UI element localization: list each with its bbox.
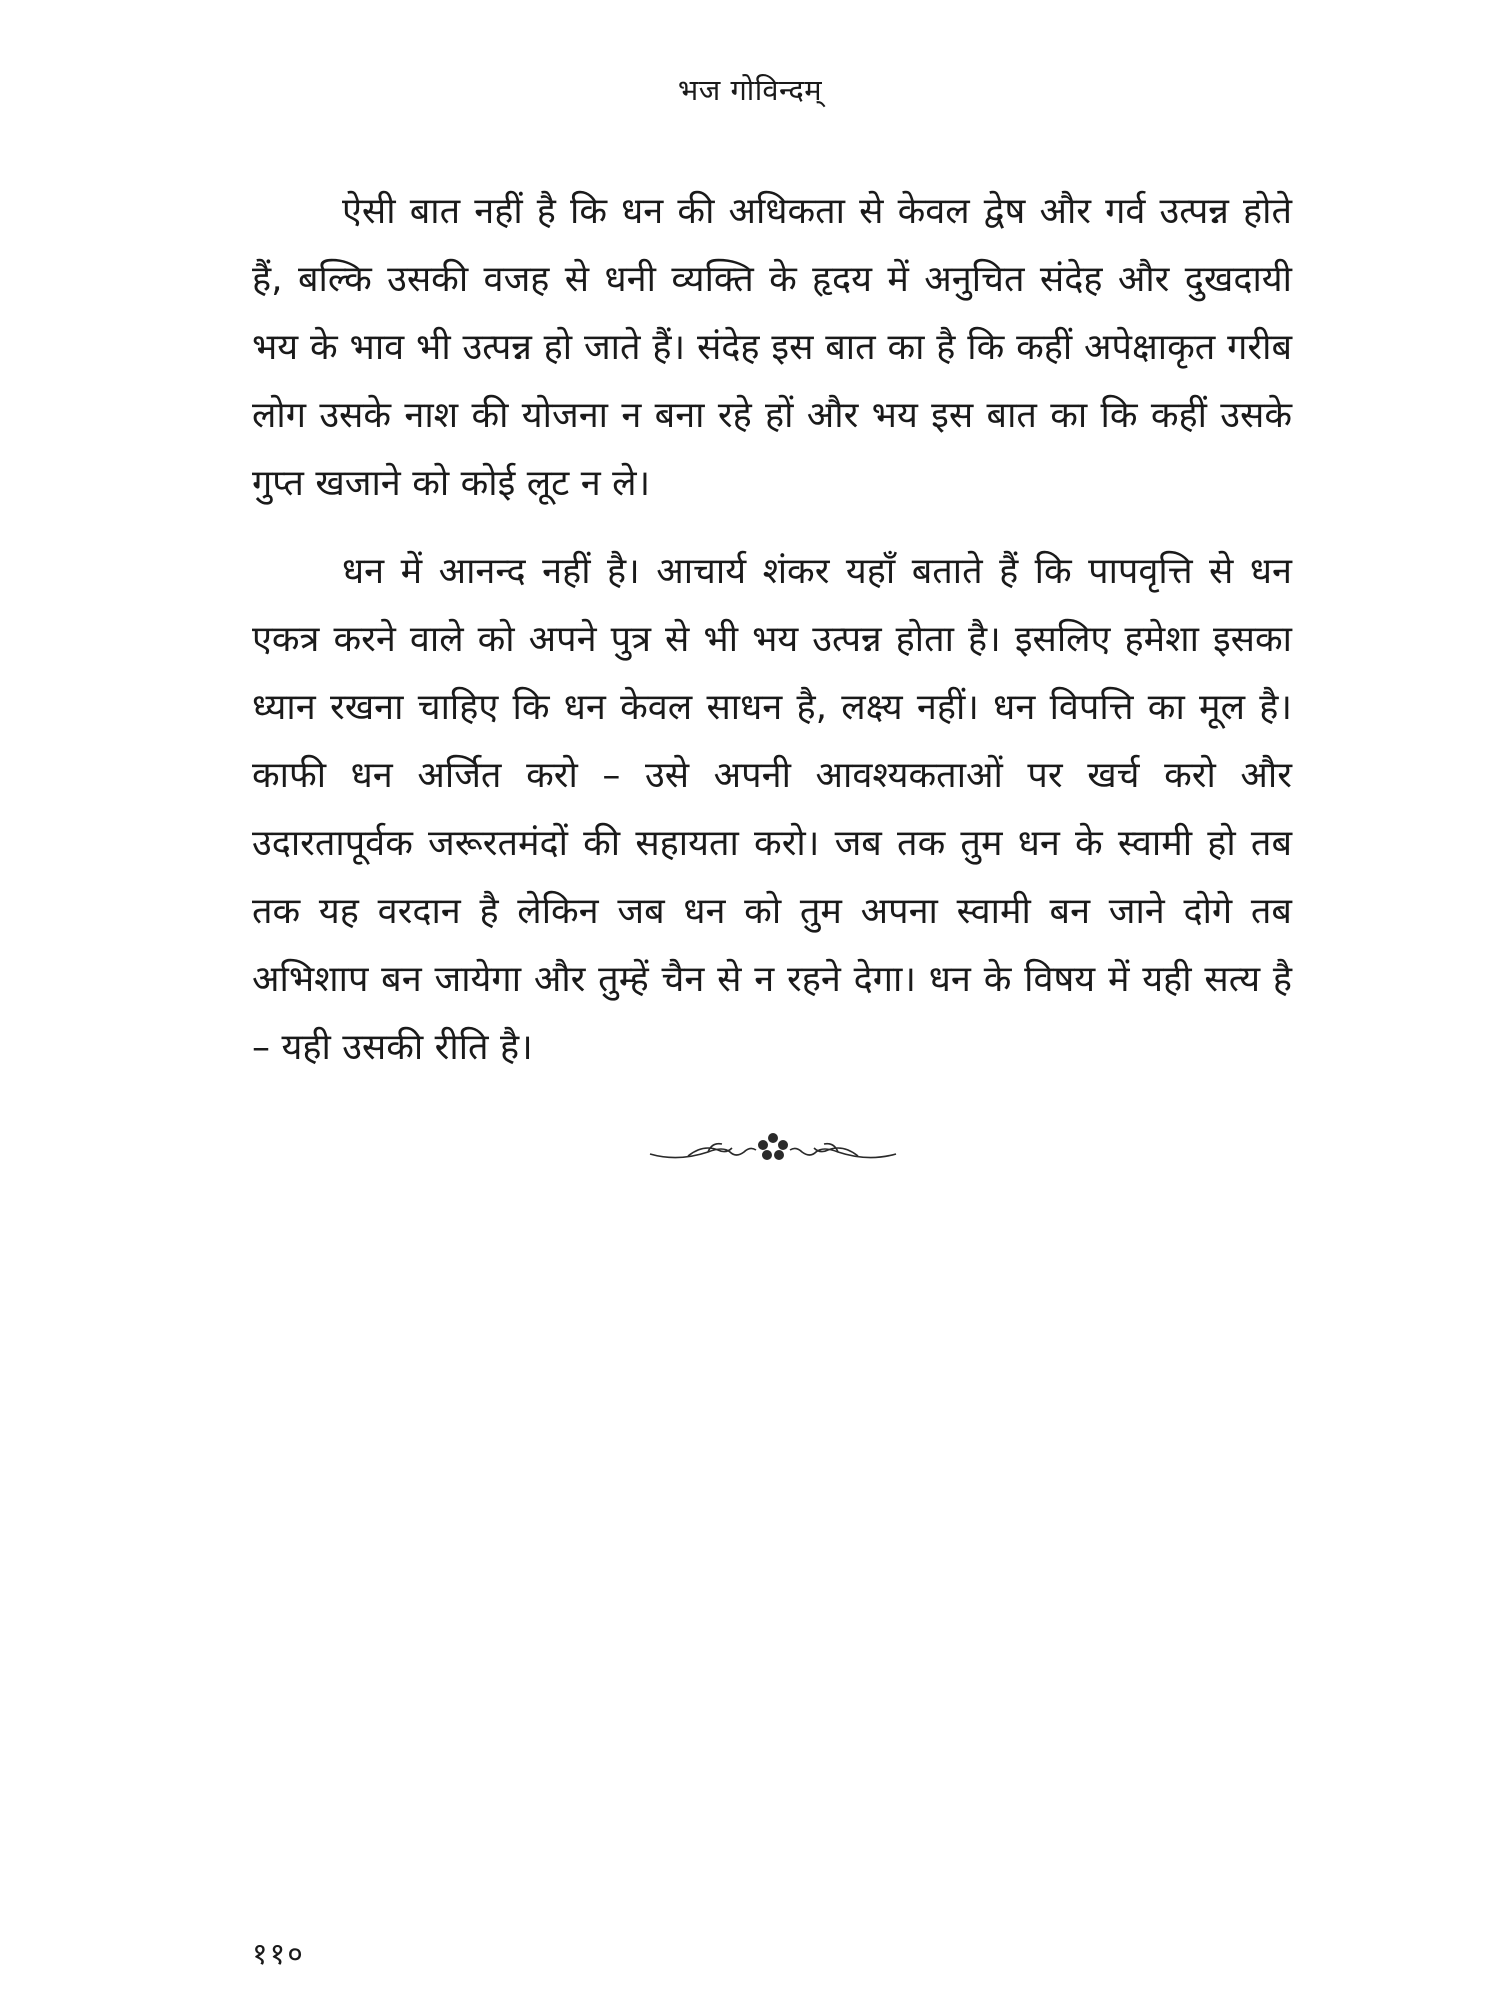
paragraph-1 (252, 178, 1292, 518)
paragraph-1-text: ऐसी बात नहीं है कि धन की अधिकता से केवल द्वेष और गर्व उत्पन्न होते हैं, बल्कि उसकी वजह से धनी व्यक्ति के हृदय में अनुचित संदेह और दुखदायी भय के भाव भी उत्पन्न हो जाते हैं। संदेह इस बात का है कि कहीं अपेक्षाकृत गरीब लोग उसके नाश की योजना न बना रहे हों और भय इस बात का कि कहीं उसके गुप्त खजाने को कोई लूट न ले। (252, 191, 1292, 504)
paragraph-2-text: धन में आनन्द नहीं है। आचार्य शंकर यहाँ बताते हैं कि पापवृत्ति से धन एकत्र करने वाले को अपने पुत्र से भी भय उत्पन्न होता है। इसलिए हमेशा इसका ध्यान रखना चाहिए कि धन केवल साधन है, लक्ष्य नहीं। धन विपत्ति का मूल है। काफी धन अर्जित करो – उसे अपनी आवश्यकताओं पर खर्च करो और उदारतापूर्वक जरूरतमंदों की सहायता करो। जब तक तुम धन के स्वामी हो तब तक यह वरदान है लेकिन जब धन को तुम अपना स्वामी बन जाने दोगे तब अभिशाप बन जायेगा और तुम्हें चैन से न रहने देगा। धन के विषय में यही सत्य है – यही उसकी रीति है। (252, 551, 1292, 1068)
page-number: ११० (252, 1937, 305, 1972)
running-header: भज गोविन्दम् (677, 73, 823, 107)
paragraph-2 (252, 538, 1292, 1082)
floral-divider-icon (648, 1118, 898, 1168)
